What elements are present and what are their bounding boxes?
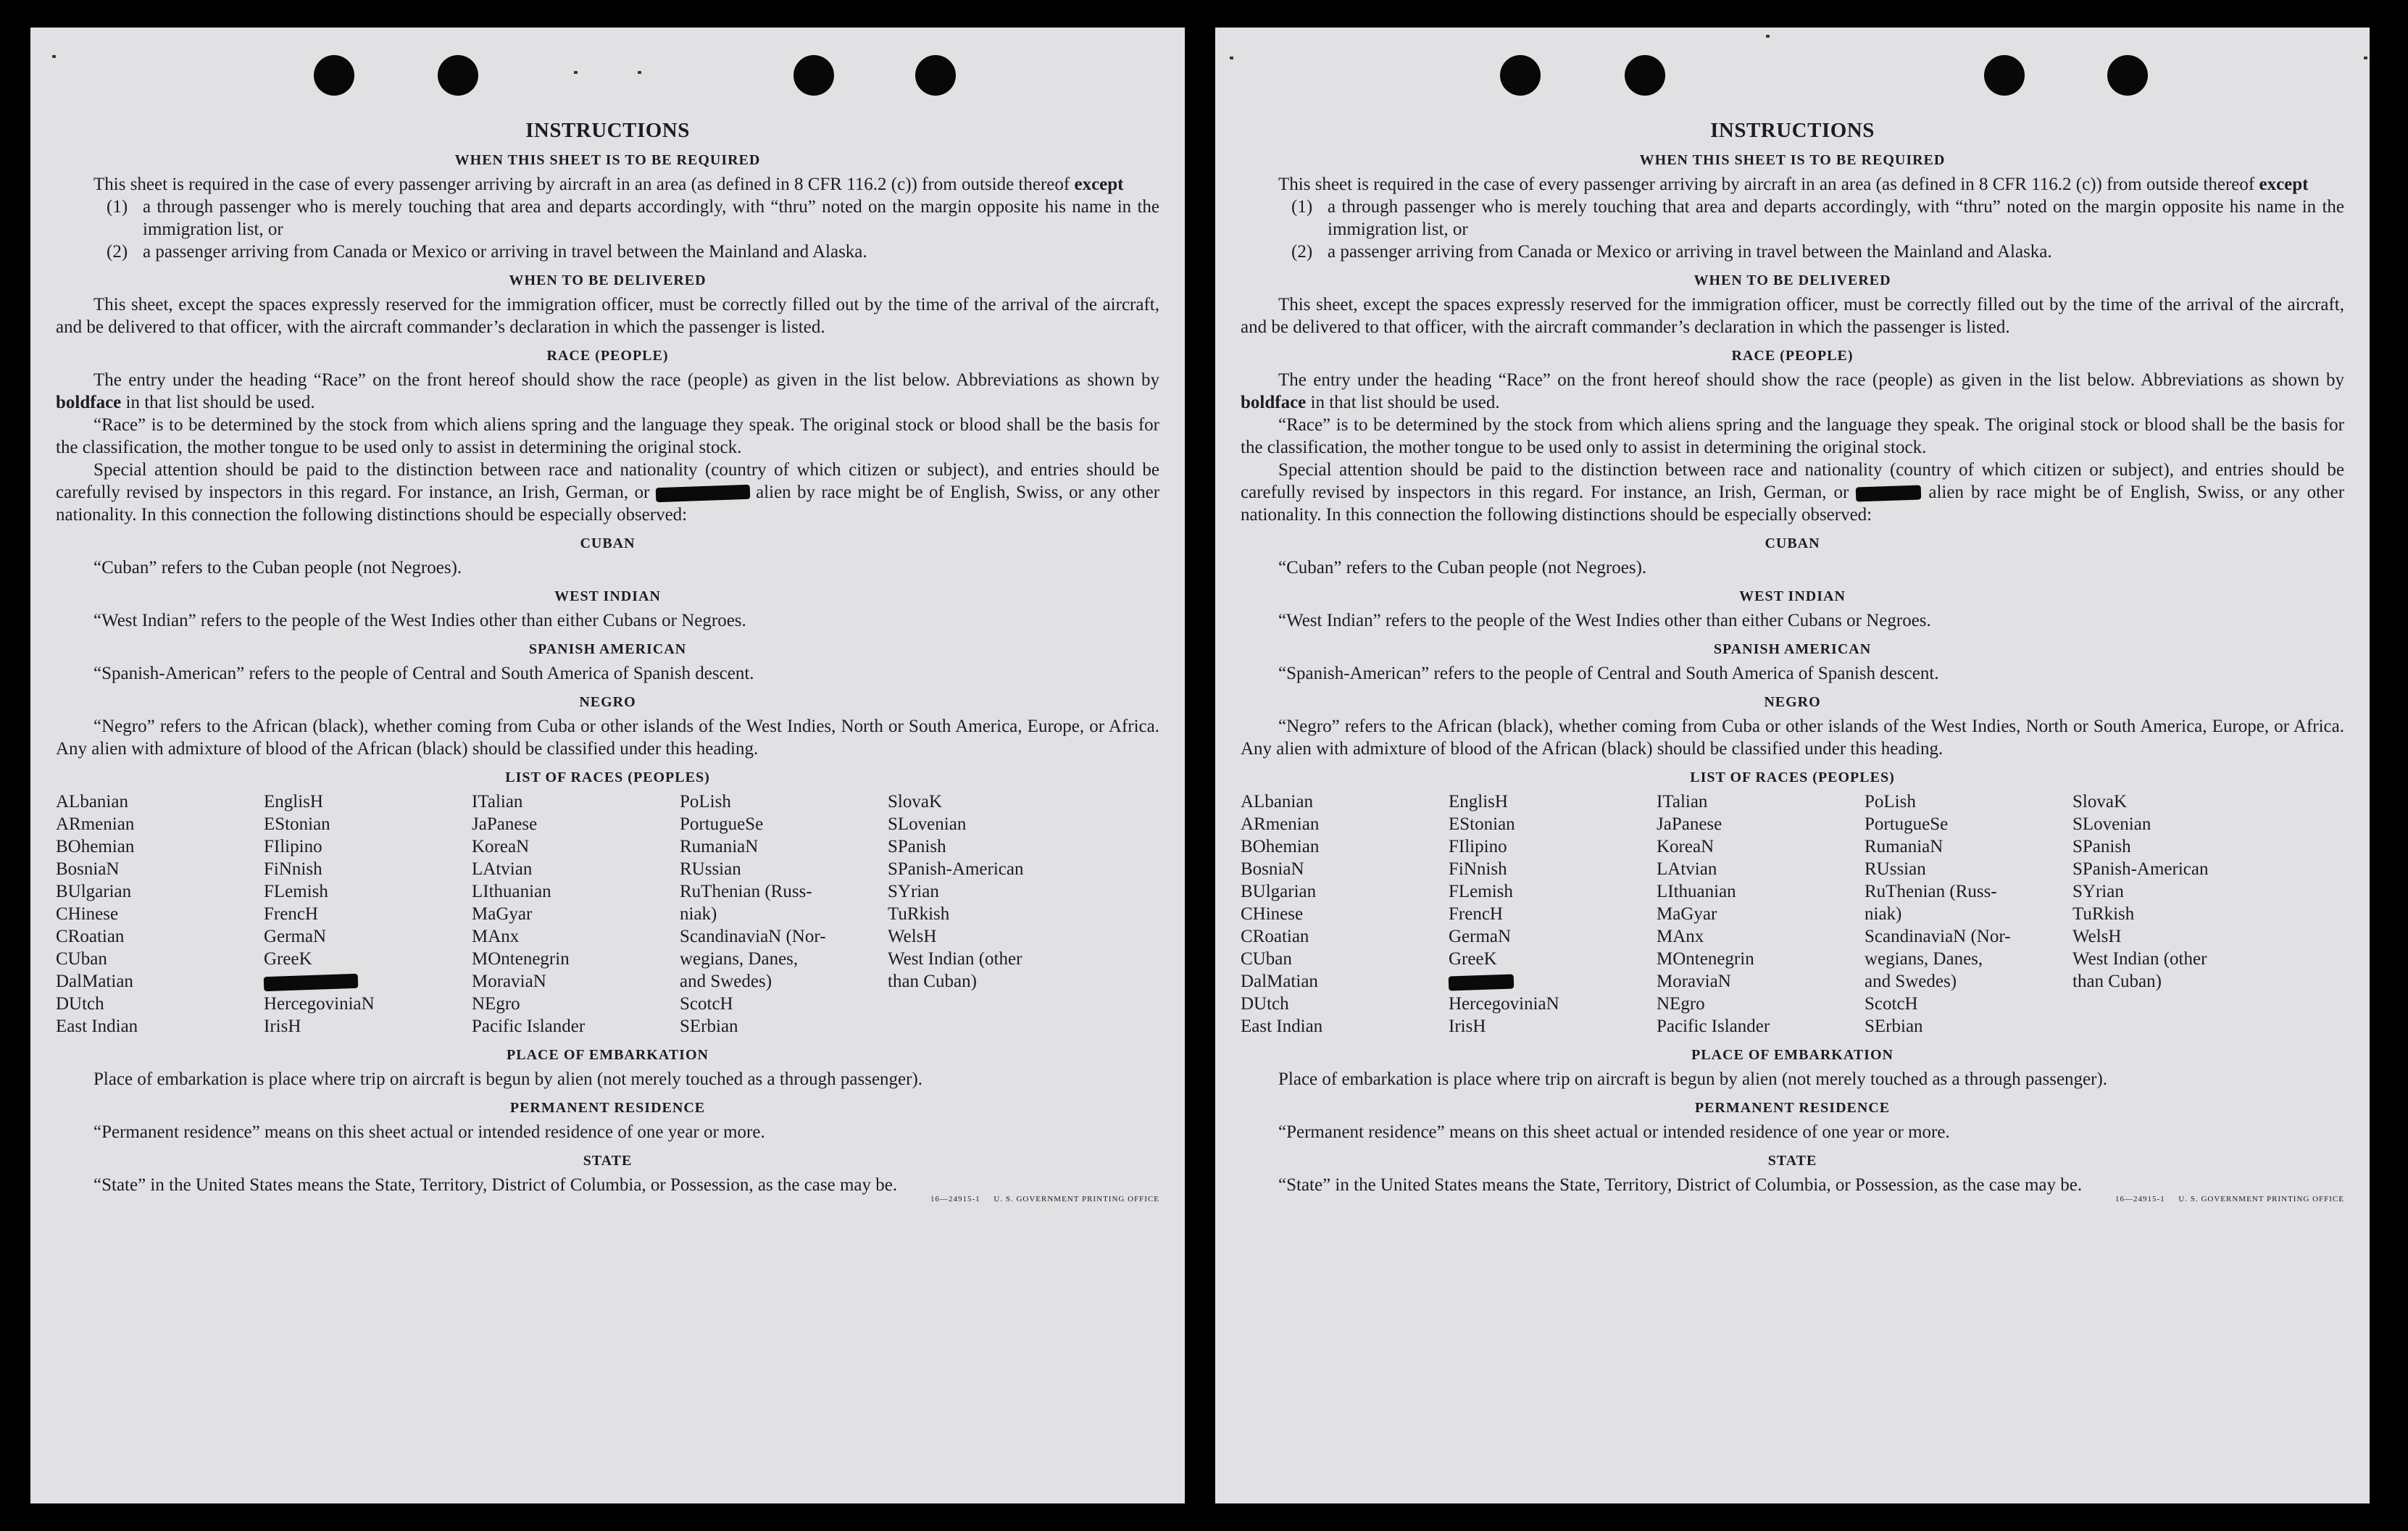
- race-list-item: LAtvian: [1657, 859, 1717, 879]
- list-item-canada-mexico: (2) a passenger arriving from Canada or Mexico or arriving in travel between the Mainland and Alaska.: [107, 242, 867, 262]
- speck: [574, 71, 578, 74]
- paragraph-race-distinction: Special attention should be paid to the distinction between race and nationality (country of which citizen or subject), and entries should be carefully revised by inspectors in this regard. For instance, an Irish, German, or alien by race might be of English, Swiss, or any other nationality. In this connection the following distinctions should be especially observed:: [1241, 460, 2345, 525]
- form-number: 16—24915-1: [2115, 1195, 2165, 1203]
- heading-state: STATE: [1767, 1153, 1817, 1169]
- race-list-item: wegians, Danes,: [680, 949, 799, 969]
- speck: [2364, 57, 2367, 59]
- race-list-item: HercegoviniaN: [264, 994, 375, 1014]
- race-list-item: PoLish: [680, 792, 731, 812]
- punch-hole: [1625, 55, 1665, 96]
- race-list-item: PortugueSe: [1865, 814, 1949, 834]
- heading-when-delivered: WHEN TO BE DELIVERED: [509, 272, 707, 288]
- heading-list-of-races: LIST OF RACES (PEOPLES): [1690, 769, 1895, 785]
- instructions-body: [56, 118, 1159, 1207]
- paragraph-when-required: This sheet is required in the case of every passenger arriving by aircraft in an area (as defined in 8 CFR 116.2 (c)) from outside thereof except: [1278, 175, 2309, 194]
- list-item-through-passenger: (1) a through passenger who is merely touching that area and departs accordingly, with “thru” noted on the margin opposite his name in the immigration list, or: [107, 197, 1159, 239]
- race-list-item: MOntenegrin: [1657, 949, 1754, 969]
- paragraph-race-definition: “Race” is to be determined by the stock from which aliens spring and the language they speak. The original stock or blood shall be the basis for the classification, the mother tongue to be used only to assist in determining the original stock.: [56, 415, 1159, 457]
- list-item-canada-mexico: (2) a passenger arriving from Canada or Mexico or arriving in travel between the Mainland and Alaska.: [1291, 242, 2052, 262]
- race-list-item: CHinese: [1241, 904, 1304, 924]
- race-list-item: HercegoviniaN: [1449, 994, 1559, 1014]
- race-list-item: niak): [680, 904, 717, 924]
- paragraph-cuban: “Cuban” refers to the Cuban people (not Negroes).: [1278, 558, 1647, 577]
- paragraph-race-entry: The entry under the heading “Race” on the front hereof should show the race (people) as given in the list below. Abbreviations as shown by boldface in that list should be used.: [56, 370, 1159, 412]
- race-list-item: Pacific Islander: [472, 1017, 586, 1036]
- paragraph-spanish-american: “Spanish-American” refers to the people of Central and South America of Spanish descent.: [1278, 664, 1939, 683]
- race-list-item: West Indian (other: [888, 949, 1022, 969]
- race-list-item: ARmenian: [56, 814, 135, 834]
- heading-race: RACE (PEOPLE): [1731, 348, 1854, 364]
- heading-state: STATE: [583, 1153, 633, 1169]
- race-list-item: RuThenian (Russ-: [1865, 882, 1997, 901]
- paragraph-embarkation: Place of embarkation is place where trip on aircraft is begun by alien (not merely touched as a through passenger).: [93, 1069, 923, 1089]
- heading-cuban: CUBAN: [580, 535, 636, 551]
- paragraph-west-indian: “West Indian” refers to the people of the West Indies other than either Cubans or Negroes.: [1278, 611, 1931, 630]
- race-list-item: than Cuban): [888, 972, 977, 991]
- race-list-item: RuThenian (Russ-: [680, 882, 812, 901]
- race-list-item: SPanish-American: [888, 859, 1024, 879]
- race-list-item: RumaniaN: [680, 837, 759, 856]
- heading-when-required: WHEN THIS SHEET IS TO BE REQUIRED: [1639, 152, 1946, 168]
- race-column-5: [2072, 790, 2344, 1038]
- race-list-item: EnglisH: [264, 792, 323, 812]
- paragraph-spanish-american: “Spanish-American” refers to the people of Central and South America of Spanish descent.: [93, 664, 754, 683]
- printer-name: U. S. GOVERNMENT PRINTING OFFICE: [993, 1195, 1159, 1203]
- race-list-item: FiNnish: [264, 859, 322, 879]
- paragraph-cuban: “Cuban” refers to the Cuban people (not Negroes).: [93, 558, 462, 577]
- race-list-item: MoraviaN: [472, 972, 546, 991]
- list-item-through-passenger: (1) a through passenger who is merely touching that area and departs accordingly, with “thru” noted on the margin opposite his name in the immigration list, or: [1291, 197, 2344, 239]
- race-list-item: IrisH: [1449, 1017, 1486, 1036]
- race-column-1: [56, 790, 264, 1038]
- race-list-item: DalMatian: [56, 972, 133, 991]
- race-list-item: SErbian: [680, 1017, 738, 1036]
- race-list-item: ScandinaviaN (Nor-: [1865, 927, 2011, 946]
- race-list-item: niak): [1865, 904, 1902, 924]
- race-list-item: CUban: [1241, 949, 1292, 969]
- race-list-item: DalMatian: [1241, 972, 1318, 991]
- race-list-item: and Swedes): [680, 972, 772, 991]
- heading-west-indian: WEST INDIAN: [1739, 588, 1846, 604]
- race-list-item: FIlipino: [1449, 837, 1507, 856]
- race-list-item: GermaN: [1449, 927, 1512, 946]
- race-list-item: SYrian: [2072, 882, 2124, 901]
- document-page-left: [30, 28, 1185, 1503]
- race-list-item: GermaN: [264, 927, 327, 946]
- race-list-item: CUban: [56, 949, 107, 969]
- race-list: [1241, 790, 2344, 1038]
- race-list-item: West Indian (other: [2072, 949, 2207, 969]
- heading-embarkation: PLACE OF EMBARKATION: [507, 1047, 709, 1063]
- race-list-item: DUtch: [56, 994, 104, 1014]
- redaction-mark: [655, 485, 750, 503]
- heading-spanish-american: SPANISH AMERICAN: [528, 641, 687, 657]
- paragraph-race-entry: The entry under the heading “Race” on the front hereof should show the race (people) as given in the list below. Abbreviations as shown by boldface in that list should be used.: [1241, 370, 2344, 412]
- redaction-mark: [264, 974, 359, 992]
- race-list-item: MAnx: [1657, 927, 1704, 946]
- race-list-item: FLemish: [264, 882, 328, 901]
- race-list-item: MaGyar: [1657, 904, 1717, 924]
- race-list-item: GreeK: [264, 949, 312, 969]
- punch-hole: [793, 55, 834, 96]
- race-list-item: FIlipino: [264, 837, 322, 856]
- race-list-item: GreeK: [1449, 949, 1497, 969]
- race-list-item: CRoatian: [56, 927, 125, 946]
- race-column-3: [472, 790, 680, 1038]
- heading-when-required: WHEN THIS SHEET IS TO BE REQUIRED: [454, 152, 761, 168]
- race-list-item: ALbanian: [1241, 792, 1313, 812]
- race-list-item: BosniaN: [56, 859, 120, 879]
- race-list-item: IrisH: [264, 1017, 301, 1036]
- document-page-right: [1215, 28, 2370, 1503]
- paragraph-permanent-residence: “Permanent residence” means on this sheet actual or intended residence of one year or more.: [1278, 1122, 1950, 1142]
- race-list-item: ARmenian: [1241, 814, 1320, 834]
- heading-negro: NEGRO: [579, 694, 636, 710]
- race-list-item: and Swedes): [1865, 972, 1957, 991]
- race-list-item: BOhemian: [1241, 837, 1320, 856]
- race-list-item: SPanish: [888, 837, 946, 856]
- paragraph-negro: “Negro” refers to the African (black), whether coming from Cuba or other islands of the West Indies, North or South America, Europe, or Africa. Any alien with admixture of blood of the African (black) should be classified under this heading.: [56, 717, 1159, 759]
- race-list-item: BOhemian: [56, 837, 135, 856]
- race-list-item: ScotcH: [680, 994, 733, 1014]
- paragraph-embarkation: Place of embarkation is place where trip on aircraft is begun by alien (not merely touched as a through passenger).: [1278, 1069, 2108, 1089]
- race-list-item: FrencH: [1449, 904, 1503, 924]
- race-list-item: EnglisH: [1449, 792, 1508, 812]
- race-list: [56, 790, 1159, 1038]
- race-list-item: ScandinaviaN (Nor-: [680, 927, 826, 946]
- race-list-item: MoraviaN: [1657, 972, 1731, 991]
- heading-race: RACE (PEOPLE): [546, 348, 669, 364]
- heading-when-delivered: WHEN TO BE DELIVERED: [1693, 272, 1891, 288]
- race-list-item: FiNnish: [1449, 859, 1507, 879]
- race-list-item: LIthuanian: [1657, 882, 1736, 901]
- race-list-item: SLovenian: [888, 814, 967, 834]
- race-list-item: WelsH: [888, 927, 937, 946]
- race-column-4: [1865, 790, 2072, 1038]
- race-column-4: [680, 790, 888, 1038]
- race-list-item: East Indian: [56, 1017, 138, 1036]
- paragraph-race-distinction: Special attention should be paid to the distinction between race and nationality (country of which citizen or subject), and entries should be carefully revised by inspectors in this regard. For instance, an Irish, German, or alien by race might be of English, Swiss, or any other nationality. In this connection the following distinctions should be especially observed:: [56, 460, 1160, 525]
- race-column-3: [1657, 790, 1865, 1038]
- paragraph-race-definition: “Race” is to be determined by the stock from which aliens spring and the language they speak. The original stock or blood shall be the basis for the classification, the mother tongue to be used only to assist in determining the original stock.: [1241, 415, 2344, 457]
- race-list-item: East Indian: [1241, 1017, 1323, 1036]
- race-list-item: PoLish: [1865, 792, 1916, 812]
- paragraph-state: “State” in the United States means the State, Territory, District of Columbia, or Possession, as the case may be.: [1278, 1175, 2083, 1195]
- heading-negro: NEGRO: [1764, 694, 1821, 710]
- race-list-item: KoreaN: [1657, 837, 1715, 856]
- race-list-item: TuRkish: [888, 904, 950, 924]
- race-list-item: ITalian: [1657, 792, 1708, 812]
- race-list-item: NEgro: [472, 994, 520, 1014]
- race-list-item: SPanish: [2072, 837, 2131, 856]
- race-list-item: Pacific Islander: [1657, 1017, 1770, 1036]
- race-list-item: WelsH: [2072, 927, 2122, 946]
- heading-embarkation: PLACE OF EMBARKATION: [1691, 1047, 1894, 1063]
- race-list-item: MOntenegrin: [472, 949, 570, 969]
- race-list-item: FrencH: [264, 904, 318, 924]
- redaction-mark: [1856, 485, 1922, 502]
- race-list-item: EStonian: [1449, 814, 1515, 834]
- race-column-2: [264, 790, 472, 1038]
- race-column-2: [1449, 790, 1657, 1038]
- heading-permanent-residence: PERMANENT RESIDENCE: [509, 1100, 706, 1116]
- race-list-item: EStonian: [264, 814, 330, 834]
- race-list-item: wegians, Danes,: [1865, 949, 1983, 969]
- race-list-item: BUlgarian: [56, 882, 132, 901]
- heading-spanish-american: SPANISH AMERICAN: [1713, 641, 1872, 657]
- heading-list-of-races: LIST OF RACES (PEOPLES): [505, 769, 710, 785]
- race-list-item: LAtvian: [472, 859, 533, 879]
- race-list-item: DUtch: [1241, 994, 1289, 1014]
- race-list-item: ALbanian: [56, 792, 128, 812]
- race-list-item: FLemish: [1449, 882, 1513, 901]
- page-title: INSTRUCTIONS: [1710, 119, 1875, 142]
- paragraph-west-indian: “West Indian” refers to the people of the West Indies other than either Cubans or Negroes.: [93, 611, 746, 630]
- race-column-5: [888, 790, 1159, 1038]
- paragraph-when-delivered: This sheet, except the spaces expressly reserved for the immigration officer, must be correctly filled out by the time of the arrival of the aircraft, and be delivered to that officer, with the aircraft commander’s declaration in which the passenger is listed.: [56, 295, 1159, 337]
- heading-permanent-residence: PERMANENT RESIDENCE: [1694, 1100, 1891, 1116]
- race-list-item: ScotcH: [1865, 994, 1918, 1014]
- race-list-item: MaGyar: [472, 904, 533, 924]
- speck: [1766, 35, 1770, 38]
- punch-hole: [2107, 55, 2148, 96]
- paragraph-when-delivered: This sheet, except the spaces expressly reserved for the immigration officer, must be correctly filled out by the time of the arrival of the aircraft, and be delivered to that officer, with the aircraft commander’s declaration in which the passenger is listed.: [1241, 295, 2344, 337]
- race-list-item: JaPanese: [472, 814, 538, 834]
- race-list-item: ITalian: [472, 792, 523, 812]
- race-list-item: SlovaK: [2072, 792, 2127, 812]
- punch-hole: [915, 55, 956, 96]
- paragraph-negro: “Negro” refers to the African (black), whether coming from Cuba or other islands of the West Indies, North or South America, Europe, or Africa. Any alien with admixture of blood of the African (black) should be classified under this heading.: [1241, 717, 2344, 759]
- race-list-item: RUssian: [1865, 859, 1926, 879]
- race-list-item: RUssian: [680, 859, 741, 879]
- race-list-item: JaPanese: [1657, 814, 1722, 834]
- race-list-item: BUlgarian: [1241, 882, 1317, 901]
- paragraph-state: “State” in the United States means the State, Territory, District of Columbia, or Possession, as the case may be.: [93, 1175, 898, 1195]
- race-list-item: SPanish-American: [2072, 859, 2209, 879]
- heading-west-indian: WEST INDIAN: [554, 588, 661, 604]
- race-column-1: [1241, 790, 1449, 1038]
- race-list-item: TuRkish: [2072, 904, 2135, 924]
- punch-hole: [438, 55, 478, 96]
- printer-name: U. S. GOVERNMENT PRINTING OFFICE: [2178, 1195, 2344, 1203]
- race-list-item: SYrian: [888, 882, 939, 901]
- page-title: INSTRUCTIONS: [525, 119, 690, 142]
- speck: [1230, 57, 1233, 59]
- race-list-item: SLovenian: [2072, 814, 2151, 834]
- heading-cuban: CUBAN: [1765, 535, 1820, 551]
- punch-hole: [1984, 55, 2025, 96]
- instructions-body: [1241, 118, 2344, 1207]
- paragraph-when-required: This sheet is required in the case of every passenger arriving by aircraft in an area (as defined in 8 CFR 116.2 (c)) from outside thereof except: [93, 175, 1124, 194]
- speck: [638, 71, 641, 74]
- race-list-item: CRoatian: [1241, 927, 1309, 946]
- form-number: 16—24915-1: [930, 1195, 980, 1203]
- race-list-item: CHinese: [56, 904, 119, 924]
- race-list-item: PortugueSe: [680, 814, 764, 834]
- paragraph-permanent-residence: “Permanent residence” means on this sheet actual or intended residence of one year or more.: [93, 1122, 765, 1142]
- speck: [52, 55, 56, 58]
- punch-hole: [1500, 55, 1541, 96]
- redaction-mark: [1449, 975, 1515, 991]
- race-list-item: SErbian: [1865, 1017, 1923, 1036]
- race-list-item: than Cuban): [2072, 972, 2162, 991]
- race-list-item: BosniaN: [1241, 859, 1304, 879]
- punch-hole: [314, 55, 354, 96]
- race-list-item: MAnx: [472, 927, 520, 946]
- race-list-item: RumaniaN: [1865, 837, 1944, 856]
- race-list-item: KoreaN: [472, 837, 530, 856]
- race-list-item: NEgro: [1657, 994, 1705, 1014]
- race-list-item: LIthuanian: [472, 882, 551, 901]
- race-list-item: SlovaK: [888, 792, 942, 812]
